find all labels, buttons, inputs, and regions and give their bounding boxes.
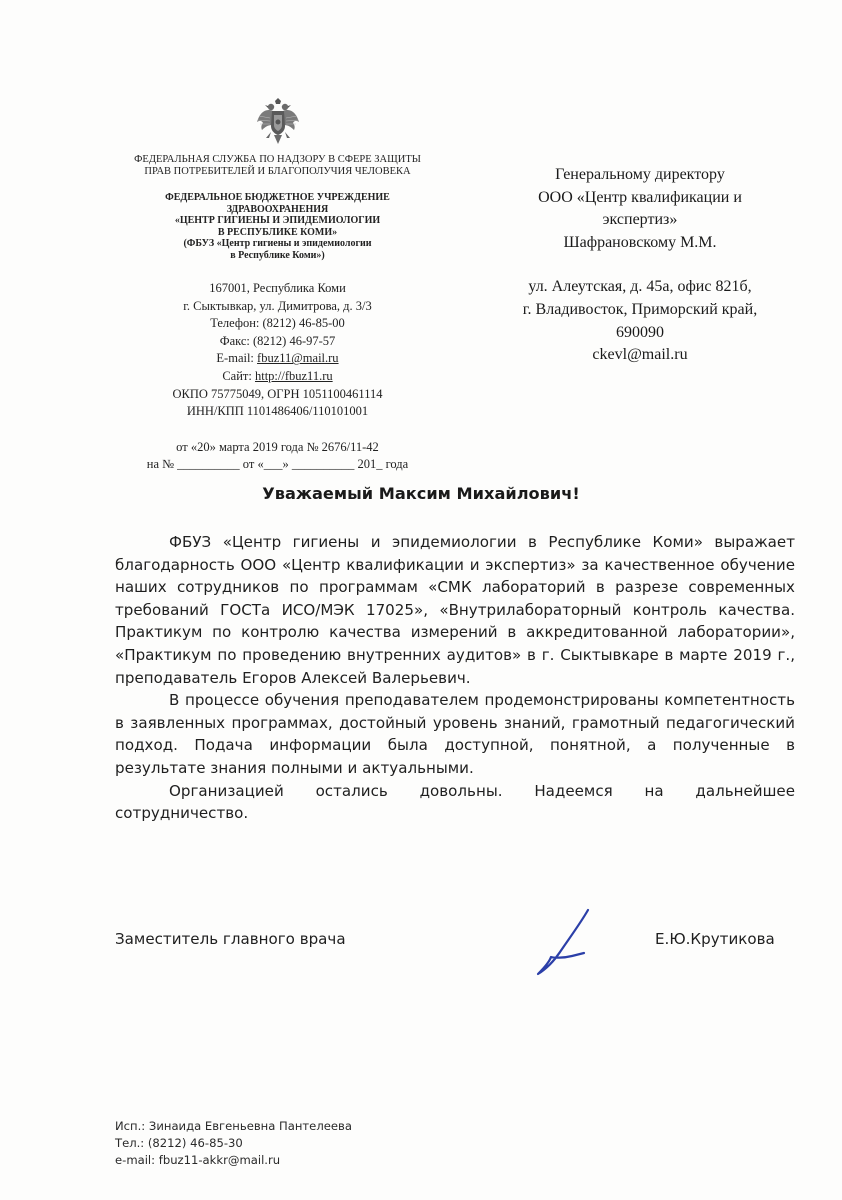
letter-body [115,531,795,825]
body-paragraph: В процессе обучения преподавателем продемонстрированы компетентность в заявленных программах, достойный уровень знаний, грамотный педагогический подход. Подача информации была доступной, понятной, а полученные в результате знания полными и актуальными. [115,691,795,777]
executor-email: e-mail: fbuz11-akkr@mail.ru [115,1152,281,1167]
incoming-reference: на № __________ от «___» __________ 201_ года [146,456,409,471]
addressee-line: Генеральному директору [555,166,725,183]
addressee [490,164,790,367]
service-name-line: ПРАВ ПОТРЕБИТЕЛЕЙ И БЛАГОПОЛУЧИЯ ЧЕЛОВЕКА [144,166,411,177]
org-name-line: В РЕСПУБЛИКЕ КОМИ» [217,226,338,238]
addressee-email: ckevl@mail.ru [592,346,688,364]
coat-of-arms-icon [256,98,300,148]
body-paragraph: ФБУЗ «Центр гигиены и эпидемиологии в Республике Коми» выражает благодарность ООО «Центр квалификации и экспертиз» за качественное обучение наших сотрудников по программам «СМК лабораторий в разрезе современных требований ГОСТа ИСО/МЭК 17025», «Внутрилабораторный контроль качества. Практикум по контролю качества измерений в аккредитованной лаборатории», «Практикум по проведению внутренних аудитов» в г. Сыктывкаре в марте 2019 г., преподаватель Егоров Алексей Валерьевич. [115,533,795,687]
addressee-line: ООО «Центр квалификации и [538,188,742,206]
signatory-position: Заместитель главного врача [115,930,346,948]
okpo-ogrn: ОКПО 75775049, ОГРН 1051100461114 [172,386,383,401]
address-line: г. Сыктывкар, ул. Димитрова, д. 3/3 [183,298,372,313]
signatory-name: Е.Ю.Крутикова [655,930,775,948]
site-label: Сайт: [222,368,255,383]
email-link[interactable]: fbuz11@mail.ru [257,351,339,366]
executor-info [115,1118,352,1168]
inn-kpp: ИНН/КПП 1101486406/110101001 [186,404,369,419]
letterhead [105,98,450,473]
outgoing-reference [105,439,450,473]
org-name-line: ФЕДЕРАЛЬНОЕ БЮДЖЕТНОЕ УЧРЕЖДЕНИЕ [165,192,390,203]
email-row [105,350,450,368]
salutation: Уважаемый Максим Михайлович! [262,484,580,503]
executor-name: Исп.: Зинаида Евгеньевна Пантелеева [115,1119,352,1133]
organization-name [105,192,450,261]
org-name-line: (ФБУЗ «Центр гигиены и эпидемиологии [183,238,372,249]
site-link[interactable]: http://fbuz11.ru [254,368,333,383]
handwritten-signature [530,908,600,980]
executor-phone: Тел.: (8212) 46-85-30 [115,1135,243,1150]
site-row [105,368,450,386]
addressee-postcode: 690090 [616,323,664,341]
addressee-address: ул. Алеутская, д. 45а, офис 821б, [528,278,752,296]
address-line: 167001, Республика Коми [209,281,346,295]
body-paragraph: Организацией остались довольны. Надеемся на дальнейшее сотрудничество. [115,781,795,823]
addressee-line: экспертиз» [602,211,678,229]
addressee-name: Шафрановскому М.М. [563,233,717,251]
org-name-line: ЗДРАВООХРАНЕНИЯ [226,203,329,215]
outgoing-number: от «20» марта 2019 года № 2676/11-42 [176,439,379,454]
spacer [490,254,790,276]
phone: Телефон: (8212) 46-85-00 [210,316,345,331]
service-name [105,154,450,178]
org-name-line: в Республике Коми») [230,249,325,261]
service-name-line: ФЕДЕРАЛЬНАЯ СЛУЖБА ПО НАДЗОРУ В СФЕРЕ ЗАЩИТЫ [134,154,421,165]
email-label: E-mail: [216,351,258,366]
organization-contacts [105,280,450,421]
org-name-line: «ЦЕНТР ГИГИЕНЫ И ЭПИДЕМИОЛОГИИ [174,215,381,226]
addressee-address: г. Владивосток, Приморский край, [522,300,758,318]
fax: Факс: (8212) 46-97-57 [219,333,336,348]
